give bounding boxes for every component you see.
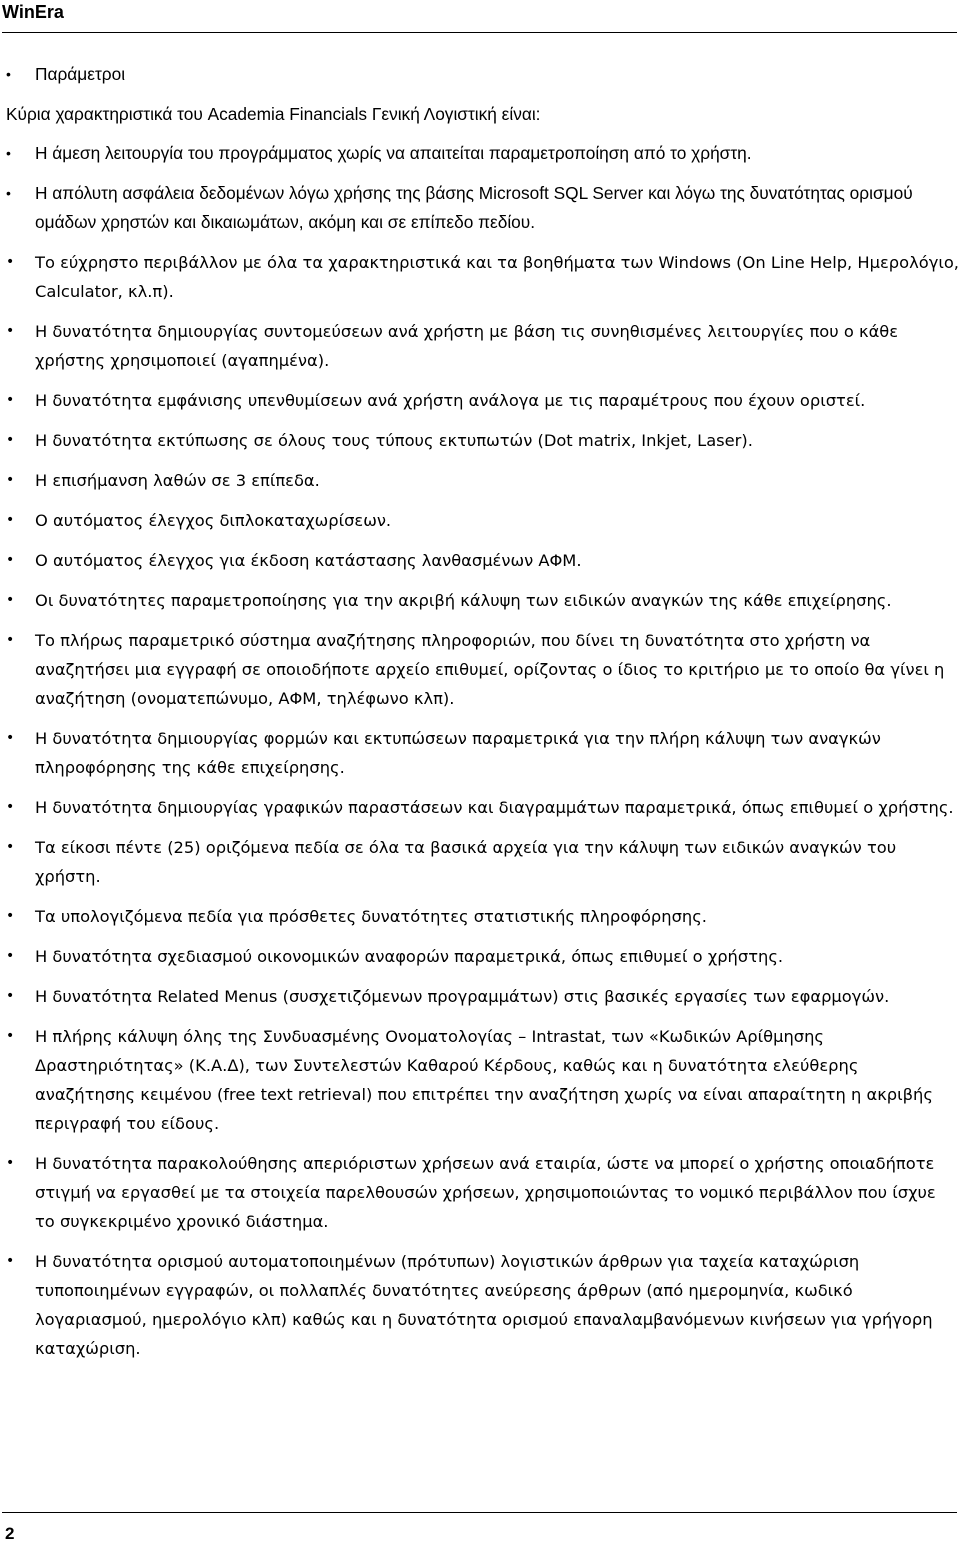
- feature-item: • Η επισήμανση λαθών σε 3 επίπεδα.: [0, 466, 960, 495]
- feature-item: • Η δυνατότητα ορισμού αυτοματοποιημένων (πρότυπων) λογιστικών άρθρων για ταχεία καταχώριση τυποποιημένων εγγραφών, οι πολλαπλές δυνατότητες ανεύρεσης άρθρων (από ημερομηνία, κωδικό λογαριασμού, ημερολόγιο κλπ) καθώς και η δυνατότητα ορισμού επαναλαμβανόμενων κινήσεων για γρήγορη καταχώριση.: [0, 1247, 960, 1363]
- feature-item: • Η δυνατότητα παρακολούθησης απεριόριστων χρήσεων ανά εταιρία, ώστε να μπορεί ο χρήστης οποιαδήποτε στιγμή να εργασθεί με τα στοιχεία παρελθουσών χρήσεων, χρησιμοποιώντας το νομικό περιβάλλον που ίσχυε το συγκεκριμένο χρονικό διάστημα.: [0, 1149, 960, 1236]
- header-divider: [2, 32, 957, 33]
- feature-item: • Η δυνατότητα δημιουργίας φορμών και εκτυπώσεων παραμετρικά για την πλήρη κάλυψη των αναγκών πληροφόρησης της κάθε επιχείρησης.: [0, 724, 960, 782]
- feature-item: • Ο αυτόματος έλεγχος για έκδοση κατάστασης λανθασμένων ΑΦΜ.: [0, 546, 960, 575]
- feature-item: • Το εύχρηστο περιβάλλον με όλα τα χαρακτηριστικά και τα βοηθήματα των Windows (On Line Help, Ημερολόγιο, Calculator, κλ.π).: [0, 248, 960, 306]
- feature-item: • Η απόλυτη ασφάλεια δεδομένων λόγω χρήσης της βάσης Microsoft SQL Server και λόγω της δυνατότητας ορισμού ομάδων χρηστών και δικαιωμάτων, ακόμη και σε επίπεδο πεδίου.: [0, 179, 960, 237]
- feature-item: • Η δυνατότητα εκτύπωσης σε όλους τους τύπους εκτυπωτών (Dot matrix, Inkjet, Laser).: [0, 426, 960, 455]
- feature-item: • Οι δυνατότητες παραμετροποίησης για την ακριβή κάλυψη των ειδικών αναγκών της κάθε επιχείρησης.: [0, 586, 960, 615]
- feature-item: • Το πλήρως παραμετρικό σύστημα αναζήτησης πληροφοριών, που δίνει τη δυνατότητα στο χρήστη να αναζητήσει μια εγγραφή σε οποιοδήποτε αρχείο επιθυμεί, ορίζοντας ο ίδιος το κριτήριο με το οποίο θα γίνει η αναζήτηση (ονοματεπώνυμο, ΑΦΜ, τηλέφωνο κλπ).: [0, 626, 960, 713]
- feature-item: • Η πλήρης κάλυψη όλης της Συνδυασμένης Ονοματολογίας – Intrastat, των «Κωδικών Αρίθμησης Δραστηριότητας» (Κ.Α.Δ), των Συντελεστών Καθαρού Κέρδους, καθώς και η δυνατότητα ελεύθερης αναζήτησης κειμένου (free text retrieval) που επιτρέπει την αναζήτηση χωρίς να είναι απαραίτητη η ακριβής περιγραφή του είδους.: [0, 1022, 960, 1138]
- section-heading: Κύρια χαρακτηριστικά του Academia Financials Γενική Λογιστική είναι:: [6, 104, 541, 124]
- feature-item: • Η δυνατότητα σχεδιασμού οικονομικών αναφορών παραμετρικά, όπως επιθυμεί ο χρήστης.: [0, 942, 960, 971]
- feature-item: • Η δυνατότητα δημιουργίας γραφικών παραστάσεων και διαγραμμάτων παραμετρικά, όπως επιθυμεί ο χρήστης.: [0, 793, 960, 822]
- document-title: WinEra: [2, 2, 64, 22]
- footer-divider: [2, 1512, 957, 1513]
- feature-item: • Τα υπολογιζόμενα πεδία για πρόσθετες δυνατότητες στατιστικής πληροφόρησης.: [0, 902, 960, 931]
- feature-item: • Η δυνατότητα δημιουργίας συντομεύσεων ανά χρήστη με βάση τις συνηθισμένες λειτουργίες που ο κάθε χρήστης χρησιμοποιεί (αγαπημένα).: [0, 317, 960, 375]
- feature-item: • Η δυνατότητα Related Menus (συσχετιζόμενων προγραμμάτων) στις βασικές εργασίες των εφαρμογών.: [0, 982, 960, 1011]
- feature-item: • Ο αυτόματος έλεγχος διπλοκαταχωρίσεων.: [0, 506, 960, 535]
- document-body: [0, 60, 960, 1374]
- page-number: 2: [5, 1524, 15, 1543]
- feature-item: • Η δυνατότητα εμφάνισης υπενθυμίσεων ανά χρήστη ανάλογα με τις παραμέτρους που έχουν οριστεί.: [0, 386, 960, 415]
- feature-item: • Η άμεση λειτουργία του προγράμματος χωρίς να απαιτείται παραμετροποίηση από το χρήστη.: [0, 139, 960, 168]
- list-item-parameters: • Παράμετροι: [0, 60, 960, 89]
- page-header: [0, 0, 960, 32]
- feature-item: • Τα είκοσι πέντε (25) οριζόμενα πεδία σε όλα τα βασικά αρχεία για την κάλυψη των ειδικών αναγκών του χρήστη.: [0, 833, 960, 891]
